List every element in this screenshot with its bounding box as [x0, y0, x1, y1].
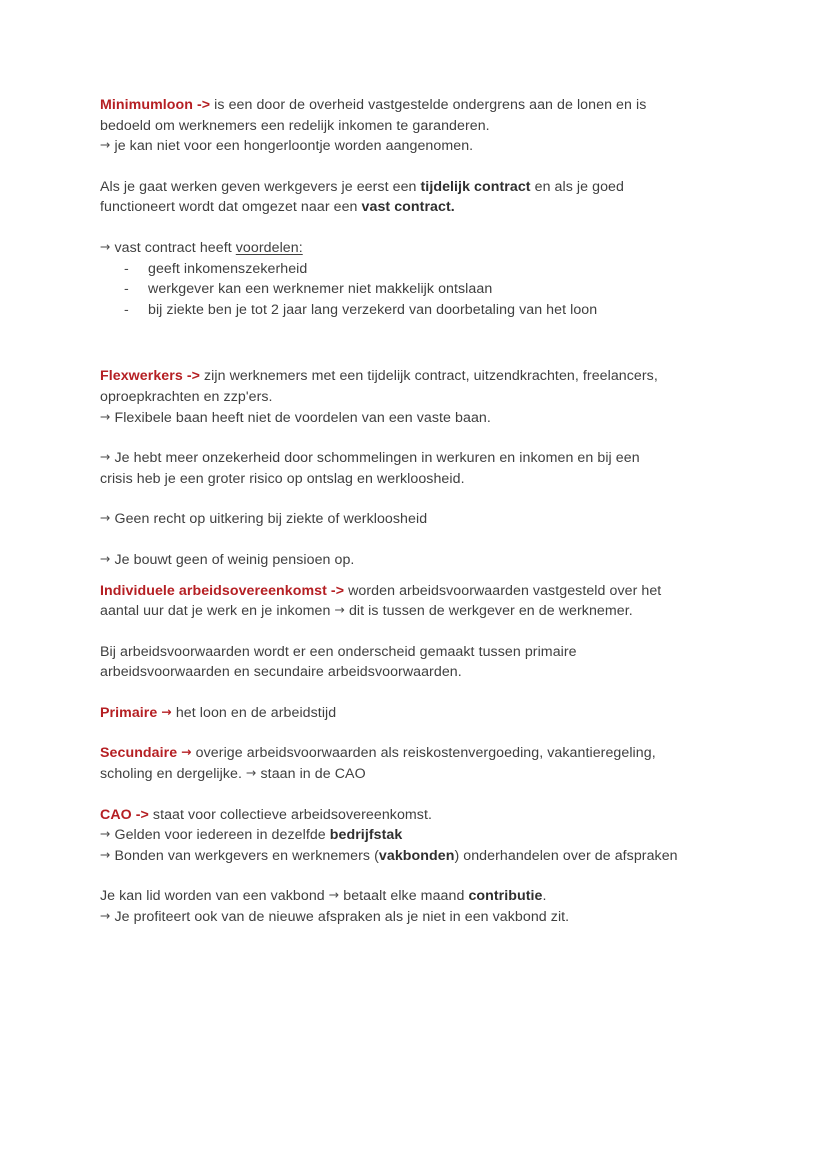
- vakbond-text-1b: betaalt elke maand: [339, 888, 469, 905]
- arrow-icon: →: [100, 846, 111, 862]
- geen-recht-text: Geen recht op uitkering bij ziekte of werkloosheid: [114, 511, 428, 528]
- cao-line-2: [100, 825, 730, 846]
- voordelen-underlined: voordelen:: [235, 239, 303, 256]
- section-flexwerkers: [100, 366, 730, 428]
- term-flexwerkers: Flexwerkers ->: [100, 368, 200, 385]
- spacer: [100, 428, 730, 448]
- pensioen-line-1: [100, 550, 730, 571]
- cao-text-3a: Bonden van werkgevers en werknemers (: [114, 847, 379, 864]
- vakbond-text-2: Je profiteert ook van de nieuwe afspraken als je niet in een vakbond zit.: [114, 909, 570, 926]
- arrow-icon: →: [328, 887, 340, 903]
- section-onzekerheid: [100, 448, 730, 489]
- section-minimumloon: [100, 95, 730, 157]
- pensioen-text: Je bouwt geen of weinig pensioen op.: [114, 551, 355, 568]
- spacer: [100, 622, 730, 642]
- onderscheid-line-1: [100, 642, 730, 663]
- spacer: [100, 723, 730, 743]
- section-cao: [100, 805, 730, 867]
- list-item: [100, 259, 730, 280]
- section-primaire: [100, 703, 730, 724]
- cao-text-1: staat voor collectieve arbeidsovereenkomst.: [152, 806, 432, 823]
- spacer: [100, 785, 730, 805]
- flexwerkers-line-3: [100, 408, 730, 429]
- flexwerkers-text-1: zijn werknemers met een tijdelijk contract, uitzendkrachten, freelancers,: [204, 368, 658, 385]
- spacer: [100, 157, 730, 177]
- flexwerkers-text-3: Flexibele baan heeft niet de voordelen van een vaste baan.: [114, 409, 491, 426]
- individuele-text-2b: dit is tussen de werkgever en de werknemer.: [344, 603, 633, 620]
- spacer: [100, 530, 730, 550]
- minimumloon-text-3: je kan niet voor een hongerloontje worden aangenomen.: [114, 138, 474, 155]
- bold-vast-contract: vast contract.: [361, 199, 455, 216]
- arrow-icon: →: [100, 510, 111, 526]
- flexwerkers-line-2: [100, 387, 730, 408]
- arrow-icon: →: [100, 238, 111, 254]
- spacer: [100, 866, 730, 886]
- vakbond-text-1c: .: [542, 888, 547, 905]
- contract-intro-text-a: Als je gaat werken geven werkgevers je eerst een: [100, 178, 421, 195]
- minimumloon-text-1: is een door de overheid vastgestelde ondergrens aan de lonen en is: [214, 97, 647, 113]
- primaire-text: het loon en de arbeidstijd: [171, 704, 337, 721]
- flexwerkers-text-2: oproepkrachten en zzp'ers.: [100, 388, 273, 405]
- dash-marker: -: [124, 260, 129, 277]
- onderscheid-text-2: arbeidsvoorwaarden en secundaire arbeidsvoorwaarden.: [100, 664, 462, 681]
- section-secundaire: [100, 743, 730, 784]
- list-item-label: bij ziekte ben je tot 2 jaar lang verzekerd van doorbetaling van het loon: [148, 301, 598, 318]
- section-individuele-arbeidsovereenkomst: [100, 581, 730, 622]
- term-cao: CAO ->: [100, 806, 149, 823]
- arrow-icon: →: [100, 826, 111, 842]
- minimumloon-line-2: [100, 116, 730, 137]
- spacer: [100, 489, 730, 509]
- individuele-line-1: [100, 581, 730, 602]
- spacer: [100, 683, 730, 703]
- bold-contributie: contributie: [468, 888, 543, 905]
- section-geen-recht: [100, 509, 730, 530]
- secundaire-text-2b: staan in de CAO: [256, 766, 366, 783]
- list-item-label: geeft inkomenszekerheid: [148, 260, 308, 277]
- term-minimumloon: Minimumloon ->: [100, 97, 211, 113]
- cao-line-3: [100, 846, 730, 867]
- onderscheid-line-2: [100, 662, 730, 683]
- list-item-label: werkgever kan een werknemer niet makkelijk ontslaan: [148, 281, 493, 298]
- section-voordelen: [100, 238, 730, 320]
- section-onderscheid: [100, 642, 730, 683]
- onzekerheid-text-1: Je hebt meer onzekerheid door schommelingen in werkuren en inkomen en bij een: [114, 450, 640, 467]
- section-pensioen: [100, 550, 730, 571]
- term-primaire: Primaire: [100, 704, 158, 721]
- arrow-icon: →: [334, 602, 345, 618]
- list-item: [100, 300, 730, 321]
- voordelen-list: [100, 259, 730, 321]
- individuele-text-2a: aantal uur dat je werk en je inkomen: [100, 603, 335, 620]
- list-item: [100, 279, 730, 300]
- spacer-large: [100, 320, 730, 366]
- secundaire-line-2: [100, 764, 730, 785]
- arrow-icon: →: [100, 908, 111, 924]
- minimumloon-text-2: bedoeld om werknemers een redelijk inkomen te garanderen.: [100, 117, 490, 134]
- geen-recht-line-1: [100, 509, 730, 530]
- spacer: [100, 218, 730, 238]
- document-body: [100, 95, 730, 928]
- contract-intro-line-2: [100, 197, 730, 218]
- vakbond-text-1a: Je kan lid worden van een vakbond: [100, 888, 329, 905]
- arrow-icon: →: [100, 408, 111, 424]
- minimumloon-line-3: [100, 136, 730, 157]
- onzekerheid-line-1: [100, 448, 730, 469]
- cao-text-3b: ) onderhandelen over de afspraken: [454, 847, 678, 864]
- arrow-icon: →: [246, 765, 257, 781]
- cao-line-1: [100, 805, 730, 826]
- arrow-icon: →: [100, 137, 111, 153]
- vakbond-line-1: [100, 886, 730, 907]
- individuele-text-1: worden arbeidsvoorwaarden vastgesteld over het: [348, 582, 662, 599]
- bold-vakbonden: vakbonden: [378, 847, 455, 864]
- contract-intro-text-c: functioneert wordt dat omgezet naar een: [100, 199, 362, 216]
- spacer-small: [100, 571, 730, 581]
- onzekerheid-line-2: [100, 469, 730, 490]
- voordelen-heading-text: vast contract heeft: [114, 239, 236, 256]
- arrow-icon: →: [100, 550, 111, 566]
- contract-intro-text-b: en als je goed: [530, 178, 624, 195]
- arrow-icon: →: [181, 744, 192, 760]
- flexwerkers-line-1: [100, 366, 730, 387]
- arrow-icon: →: [161, 703, 172, 719]
- section-vakbond: [100, 886, 730, 927]
- contract-intro-line-1: [100, 177, 730, 198]
- secundaire-text-1: overige arbeidsvoorwaarden als reiskostenvergoeding, vakantieregeling,: [191, 745, 656, 762]
- bold-tijdelijk-contract: tijdelijk contract: [420, 178, 531, 195]
- onderscheid-text-1: Bij arbeidsvoorwaarden wordt er een onderscheid gemaakt tussen primaire: [100, 643, 577, 660]
- dash-marker: -: [124, 281, 129, 298]
- individuele-line-2: [100, 601, 730, 622]
- section-contract-intro: [100, 177, 730, 218]
- cao-text-2a: Gelden voor iedereen in dezelfde: [114, 827, 330, 844]
- minimumloon-line-1: [100, 95, 730, 116]
- vakbond-line-2: [100, 907, 730, 928]
- onzekerheid-text-2: crisis heb je een groter risico op ontslag en werkloosheid.: [100, 470, 465, 487]
- term-secundaire: Secundaire: [100, 745, 178, 762]
- dash-marker: -: [124, 301, 129, 318]
- secundaire-line-1: [100, 743, 730, 764]
- voordelen-heading: [100, 238, 730, 259]
- arrow-icon: →: [100, 449, 111, 465]
- primaire-line: [100, 703, 730, 724]
- term-individuele-arbeidsovereenkomst: Individuele arbeidsovereenkomst ->: [100, 582, 345, 599]
- secundaire-text-2a: scholing en dergelijke.: [100, 766, 247, 783]
- bold-bedrijfstak: bedrijfstak: [329, 827, 403, 844]
